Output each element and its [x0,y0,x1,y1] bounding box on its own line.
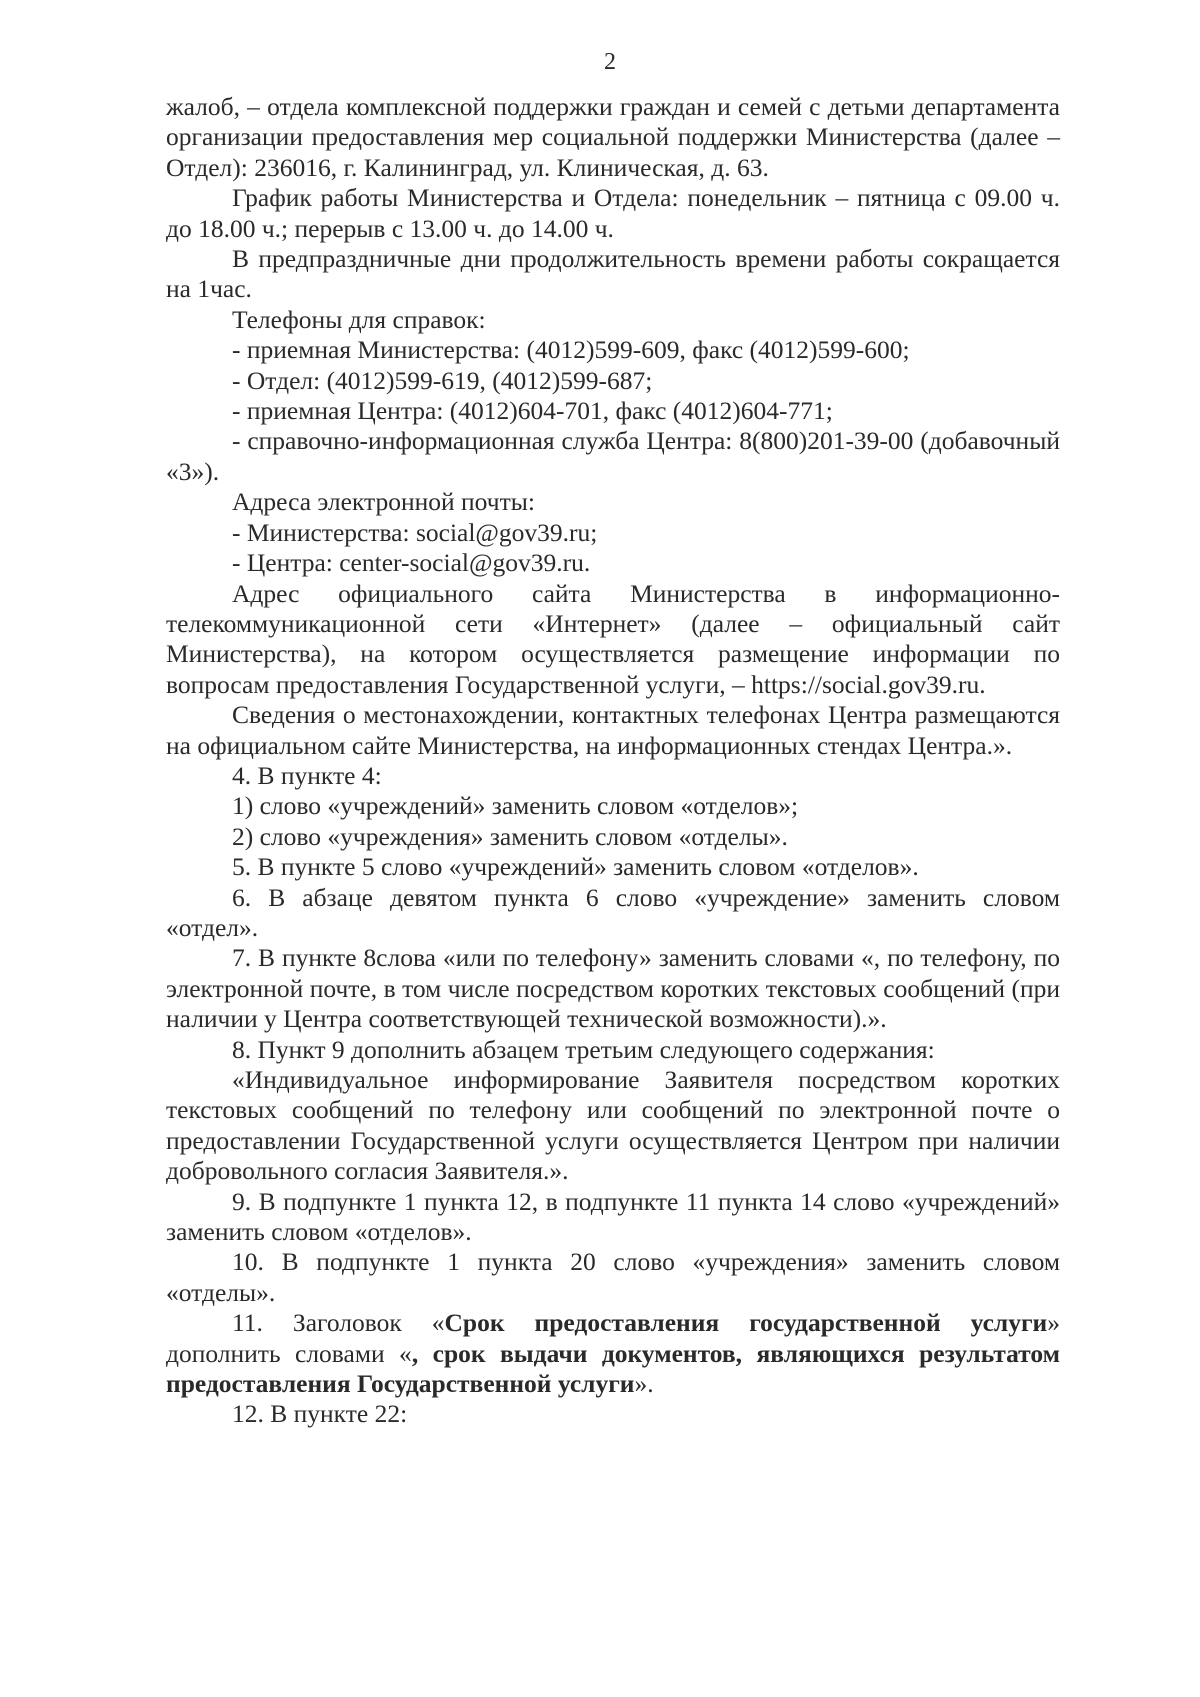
paragraph-email-heading: Адреса электронной почты: [232,487,535,517]
paragraph-item-12: 12. В пункте 22: [232,1399,408,1429]
list-item-info-service-phone: - справочно-информационная служба Центра: 8(800)201-39-00 (добавочный «3»). [166,426,1060,486]
list-item-ministry-email: - Министерства: social@gov39.ru; [232,517,598,547]
page-number: 2 [604,49,616,75]
paragraph-item-9: 9. В подпункте 1 пункта 12, в подпункте 11 пункта 14 слово «учреждений» заменить словом «отделов». [166,1186,1060,1247]
item-11-suffix: ». [634,1369,654,1399]
paragraph-item-5: 5. В пункте 5 слово «учреждений» заменить словом «отделов». [232,852,919,882]
document-body [166,92,1060,1430]
item-11-middle: » дополнить словами « [166,1308,1060,1368]
item-11-prefix: 11. Заголовок « [232,1308,445,1338]
paragraph-item-8: 8. Пункт 9 дополнить абзацем третьим следующего содержания: [232,1034,935,1064]
paragraph-complaints-department: жалоб, – отдела комплексной поддержки граждан и семей с детьми департамента организации предоставления мер социальной поддержки Министерства (далее – Отдел): 236016, г. Калининград, ул. Клиническая, д. 63. [166,92,1060,182]
paragraph-official-website: Адрес официального сайта Министерства в информационно-телекоммуникационной сети «Интернет» (далее – официальный сайт Министерства), на котором осуществляется размещение информации по вопросам предоставления Государственной услуги, – https://social.gov39.ru. [166,578,1060,699]
paragraph-pre-holiday-hours: В предпраздничные дни продолжительность времени работы сокращается на 1час. [166,244,1060,304]
paragraph-work-schedule: График работы Министерства и Отдела: понедельник – пятница с 09.00 ч. до 18.00 ч.; перерыв с 13.00 ч. до 14.00 ч. [166,183,1060,243]
paragraph-item-11 [166,1308,1060,1399]
paragraph-individual-informing: «Индивидуальное информирование Заявителя посредством коротких текстовых сообщений по телефону или сообщений по электронной почте о предоставлении Государственной услуги осуществляется Центром при наличии добровольного согласия Заявителя.». [166,1065,1060,1186]
list-item-center-phone: - приемная Центра: (4012)604-701, факс (4012)604-771; [232,396,833,426]
paragraph-phones-heading: Телефоны для справок: [232,304,486,334]
item-11-addition-bold: , срок выдачи документов, являющихся результатом предоставления Государственной услуги [166,1338,1060,1399]
list-item-4-2: 2) слово «учреждения» заменить словом «отделы». [232,821,788,851]
list-item-department-phone: - Отдел: (4012)599-619, (4012)599-687; [232,365,653,395]
list-item-center-email: - Центра: center-social@gov39.ru. [232,548,591,578]
list-item-ministry-phone: - приемная Министерства: (4012)599-609, факс (4012)599-600; [232,335,910,365]
item-11-heading-bold: Срок предоставления государственной услуги [444,1308,1048,1338]
paragraph-item-7: 7. В пункте 8слова «или по телефону» заменить словами «, по телефону, по электронной почте, в том числе посредством коротких текстовых сообщений (при наличии у Центра соответствующей технической возможности).». [166,943,1060,1034]
paragraph-item-6: 6. В абзаце девятом пункта 6 слово «учреждение» заменить словом «отдел». [166,882,1060,942]
paragraph-item-10: 10. В подпункте 1 пункта 20 слово «учреждения» заменить словом «отделы». [166,1247,1060,1307]
list-item-4-1: 1) слово «учреждений» заменить словом «отделов»; [232,791,799,821]
paragraph-item-4: 4. В пункте 4: [232,760,382,790]
paragraph-center-location-info: Сведения о местонахождении, контактных телефонах Центра размещаются на официальном сайте Министерства, на информационных стендах Центра.». [166,700,1060,760]
